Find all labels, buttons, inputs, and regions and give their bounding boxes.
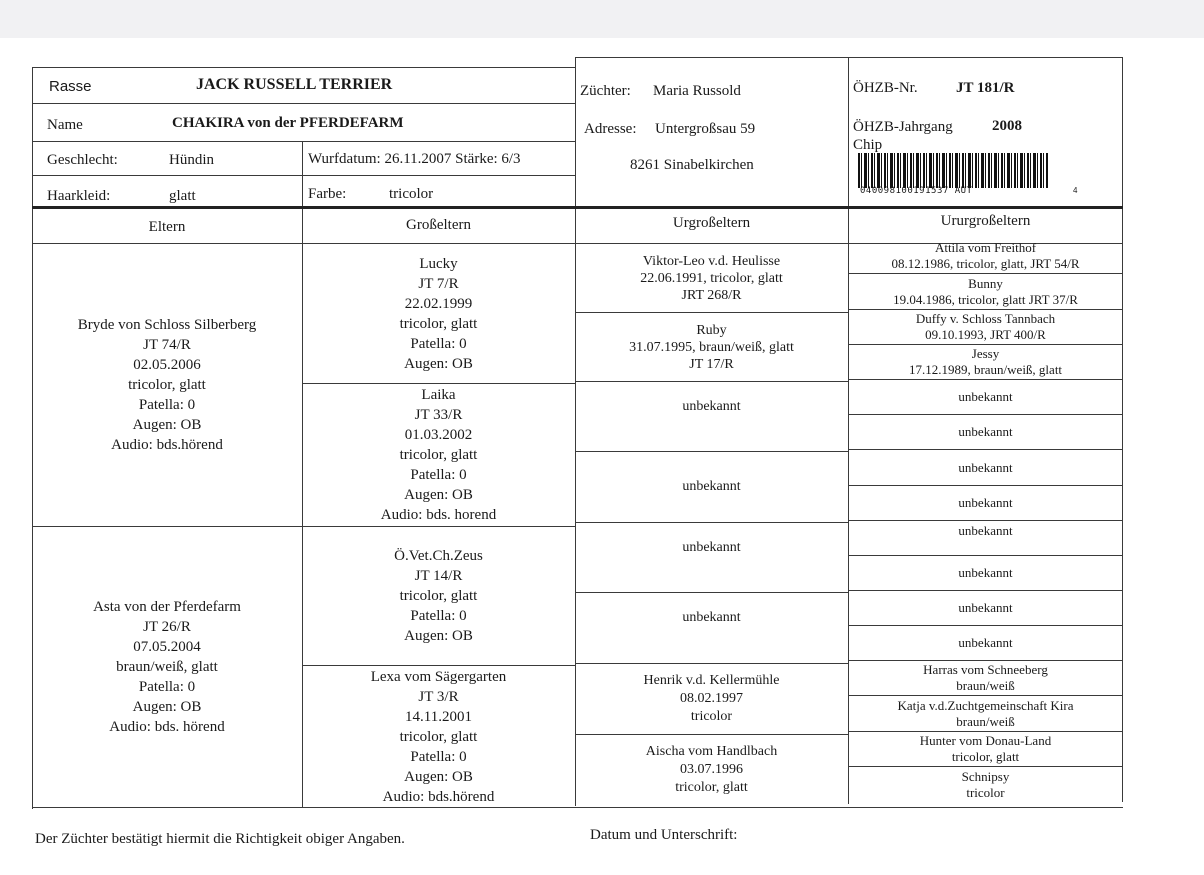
gg-grandparent-line: unbekannt bbox=[958, 565, 1013, 580]
parent-sire-cell bbox=[32, 244, 302, 526]
geschlecht-label: Geschlecht: bbox=[47, 152, 118, 168]
gg-grandparent-line: unbekannt bbox=[958, 424, 1013, 439]
grandparent-line: tricolor, glatt bbox=[399, 447, 478, 463]
chip-label: Chip bbox=[853, 137, 883, 153]
great-grandparent-cell-4 bbox=[575, 452, 848, 522]
gg-grandparent-line: 19.04.1986, tricolor, glatt JRT 37/R bbox=[893, 291, 1078, 307]
grandparent-line: Audio: bds.hörend bbox=[382, 788, 495, 805]
gg-grandparent-cell-13 bbox=[848, 661, 1123, 695]
parent-dam-line: Patella: 0 bbox=[138, 679, 196, 695]
gg-grandparent-line: Duffy v. Schloss Tannbach bbox=[915, 311, 1056, 326]
haarkleid-label: Haarkleid: bbox=[47, 188, 111, 204]
grandparent-line: Ö.Vet.Ch.Zeus bbox=[394, 548, 483, 564]
jahrgang-label: ÖHZB-Jahrgang bbox=[853, 119, 953, 135]
grandparent-line: Augen: OB bbox=[404, 487, 473, 503]
gg-grandparent-cell-10 bbox=[848, 556, 1123, 590]
parent-sire-line: Bryde von Schloss Silberberg bbox=[77, 317, 257, 333]
grandparent-line: JT 14/R bbox=[414, 568, 463, 584]
parent-dam-line: Asta von der Pferdefarm bbox=[93, 599, 241, 615]
gg-grandparent-cell-4 bbox=[848, 345, 1123, 379]
grandparent-line: 14.11.2001 bbox=[405, 708, 472, 725]
great-grandparent-cell-6 bbox=[575, 593, 848, 643]
grandparent-line: Patella: 0 bbox=[410, 608, 467, 624]
bottom-line bbox=[32, 807, 1123, 808]
farbe-value: tricolor bbox=[389, 186, 434, 202]
gg-grandparent-cell-11 bbox=[848, 591, 1123, 625]
confirmation-text: Der Züchter bestätigt hiermit die Richtigkeit obiger Angaben. bbox=[35, 831, 405, 847]
gg-grandparent-line: 17.12.1989, braun/weiß, glatt bbox=[908, 362, 1063, 377]
parent-dam-line: Audio: bds. hörend bbox=[109, 719, 225, 735]
great-grandparent-line: tricolor, glatt bbox=[675, 780, 748, 795]
grandparent-line: 22.02.1999 bbox=[404, 295, 473, 312]
grandparent-line: tricolor, glatt bbox=[399, 315, 478, 332]
gg-grandparent-line: braun/weiß bbox=[956, 678, 1015, 693]
ort-value: 8261 Sinabelkirchen bbox=[630, 157, 754, 173]
great-grandparent-line: Aischa vom Handlbach bbox=[645, 744, 778, 759]
grandparent-line: JT 33/R bbox=[414, 407, 463, 423]
adresse-value: Untergroßsau 59 bbox=[655, 121, 756, 137]
signature-label: Datum und Unterschrift: bbox=[590, 827, 738, 843]
parent-sire-line: tricolor, glatt bbox=[128, 377, 206, 393]
parent-sire-line: JT 74/R bbox=[143, 337, 191, 353]
gg-grandparent-cell-14 bbox=[848, 696, 1123, 731]
gg-grandparent-line: Bunny bbox=[968, 275, 1003, 291]
grandparent-line: tricolor, glatt bbox=[399, 588, 478, 604]
barcode-image bbox=[858, 153, 1048, 188]
grandparent-line: Augen: OB bbox=[404, 628, 473, 644]
great-grandparent-cell-2 bbox=[575, 313, 848, 381]
grandparent-line: JT 7/R bbox=[418, 275, 459, 292]
parent-sire-line: Audio: bds.hörend bbox=[111, 437, 223, 453]
oehzb-nr-value: JT 181/R bbox=[956, 80, 1015, 96]
parent-dam-line: Augen: OB bbox=[132, 699, 202, 715]
gg-grandparent-line: Katja v.d.Zuchtgemeinschaft Kira bbox=[897, 697, 1074, 713]
grandparent-line: Lucky bbox=[419, 255, 458, 272]
gg-grandparent-cell-3 bbox=[848, 310, 1123, 344]
great-grandparent-line: unbekannt bbox=[682, 399, 741, 414]
gg-grandparent-line: 09.10.1993, JRT 400/R bbox=[925, 327, 1046, 342]
chip-side-number: 4 bbox=[1073, 186, 1078, 195]
adresse-label: Adresse: bbox=[584, 121, 637, 137]
gg-grandparent-cell-12 bbox=[848, 626, 1123, 660]
jahrgang-value: 2008 bbox=[992, 118, 1022, 134]
grandparent-line: Patella: 0 bbox=[410, 335, 467, 352]
grandparent-cell-2 bbox=[302, 384, 575, 526]
haarkleid-value: glatt bbox=[169, 188, 196, 204]
gg-grandparent-cell-16 bbox=[848, 767, 1123, 803]
gg-grandparent-cell-2 bbox=[848, 274, 1123, 309]
gg-grandparent-cell-9 bbox=[848, 521, 1123, 541]
gg-grandparent-line: Schnipsy bbox=[961, 769, 1010, 784]
parent-sire-line: Augen: OB bbox=[132, 417, 202, 433]
grandparent-line: Audio: bds. horend bbox=[380, 507, 497, 523]
gg-grandparent-line: Attila vom Freithof bbox=[934, 239, 1037, 255]
column-header-eltern: Eltern bbox=[148, 219, 186, 235]
zuechter-label: Züchter: bbox=[580, 83, 631, 99]
chip-number-digits: 040098100191537 bbox=[860, 186, 949, 196]
column-header-ururgrosseltern: Ururgroßeltern bbox=[940, 213, 1031, 229]
great-grandparent-line: JRT 268/R bbox=[681, 287, 742, 303]
rasse-label: Rasse bbox=[49, 78, 92, 95]
grandparent-line: JT 3/R bbox=[418, 688, 459, 705]
great-grandparent-line: 03.07.1996 bbox=[680, 762, 743, 777]
grandparent-line: Augen: OB bbox=[404, 355, 473, 372]
column-header-grosseltern: Großeltern bbox=[406, 217, 471, 233]
grandparent-line: Patella: 0 bbox=[410, 467, 467, 483]
row-line-3 bbox=[32, 175, 575, 176]
grandparent-cell-3 bbox=[302, 527, 575, 665]
chip-country: AUT bbox=[954, 186, 973, 196]
column-header-urgrosseltern: Urgroßeltern bbox=[672, 215, 751, 231]
parent-sire-line: Patella: 0 bbox=[138, 397, 196, 413]
grandparent-line: Lexa vom Sägergarten bbox=[370, 668, 507, 685]
rasse-value: JACK RUSSELL TERRIER bbox=[196, 76, 393, 93]
row-line-1 bbox=[32, 103, 575, 104]
great-grandparent-line: unbekannt bbox=[682, 540, 741, 555]
geschlecht-value: Hündin bbox=[169, 152, 214, 168]
grandparent-line: Laika bbox=[421, 387, 456, 403]
gg-grandparent-line: unbekannt bbox=[958, 495, 1013, 510]
parent-sire-line: 02.05.2006 bbox=[133, 357, 201, 373]
wurfdatum: Wurfdatum: 26.11.2007 Stärke: 6/3 bbox=[308, 151, 521, 167]
gg-grandparent-cell-6 bbox=[848, 415, 1123, 449]
gg-grandparent-line: unbekannt bbox=[958, 523, 1013, 538]
gg-grandparent-line: tricolor, glatt bbox=[951, 749, 1020, 764]
great-grandparent-line: Henrik v.d. Kellermühle bbox=[643, 673, 780, 688]
parent-dam-line: braun/weiß, glatt bbox=[116, 659, 218, 675]
gg-grandparent-line: unbekannt bbox=[958, 600, 1013, 615]
header-separator bbox=[32, 206, 1123, 209]
parent-dam-cell bbox=[32, 527, 302, 807]
row-line-2 bbox=[32, 141, 575, 142]
gg-grandparent-cell-5 bbox=[848, 380, 1123, 414]
gg-grandparent-cell-1 bbox=[848, 238, 1123, 273]
gg-grandparent-line: unbekannt bbox=[958, 389, 1013, 404]
name-label: Name bbox=[47, 117, 83, 133]
grandparent-cell-1 bbox=[302, 244, 575, 383]
gg-grandparent-line: tricolor bbox=[966, 785, 1005, 800]
gg-grandparent-line: Jessy bbox=[971, 346, 1000, 361]
parent-dam-line: JT 26/R bbox=[143, 619, 191, 635]
gg-grandparent-line: unbekannt bbox=[958, 459, 1013, 475]
great-grandparent-line: JT 17/R bbox=[689, 356, 734, 372]
great-grandparent-cell-8 bbox=[575, 735, 848, 805]
chip-number bbox=[860, 186, 972, 196]
great-grandparent-cell-7 bbox=[575, 664, 848, 734]
great-grandparent-line: Viktor-Leo v.d. Heulisse bbox=[642, 253, 781, 269]
grandparent-line: Patella: 0 bbox=[410, 748, 467, 765]
great-grandparent-line: 31.07.1995, braun/weiß, glatt bbox=[629, 339, 794, 355]
great-grandparent-cell-1 bbox=[575, 244, 848, 312]
gg-grandparent-line: unbekannt bbox=[958, 635, 1013, 650]
frame-top-left bbox=[32, 67, 575, 68]
great-grandparent-line: tricolor bbox=[690, 709, 733, 724]
grandparent-line: tricolor, glatt bbox=[399, 728, 478, 745]
gg-grandparent-cell-15 bbox=[848, 732, 1123, 766]
great-grandparent-line: Ruby bbox=[696, 322, 727, 338]
gg-grandparent-line: braun/weiß bbox=[956, 713, 1015, 729]
grandparent-line: 01.03.2002 bbox=[404, 427, 473, 443]
great-grandparent-line: unbekannt bbox=[682, 610, 741, 625]
great-grandparent-cell-5 bbox=[575, 523, 848, 573]
oehzb-nr-label: ÖHZB-Nr. bbox=[853, 80, 918, 96]
name-value: CHAKIRA von der PFERDEFARM bbox=[172, 115, 404, 131]
great-grandparent-line: 22.06.1991, tricolor, glatt bbox=[640, 270, 783, 286]
zuechter-value: Maria Russold bbox=[653, 83, 741, 99]
great-grandparent-cell-3 bbox=[575, 382, 848, 432]
great-grandparent-line: 08.02.1997 bbox=[680, 691, 743, 706]
gg-grandparent-line: Harras vom Schneeberg bbox=[923, 662, 1048, 677]
great-grandparent-line: unbekannt bbox=[682, 479, 741, 494]
grandparent-cell-4 bbox=[302, 666, 575, 807]
grandparent-line: Augen: OB bbox=[404, 768, 473, 785]
frame-top-right bbox=[575, 57, 1123, 58]
gg-grandparent-cell-7 bbox=[848, 450, 1123, 485]
parent-dam-line: 07.05.2004 bbox=[133, 639, 201, 655]
gg-grandparent-cell-8 bbox=[848, 486, 1123, 520]
farbe-label: Farbe: bbox=[308, 186, 347, 202]
gg-grandparent-line: Hunter vom Donau-Land bbox=[919, 733, 1052, 748]
gg-grandparent-line: 08.12.1986, tricolor, glatt, JRT 54/R bbox=[891, 255, 1080, 271]
